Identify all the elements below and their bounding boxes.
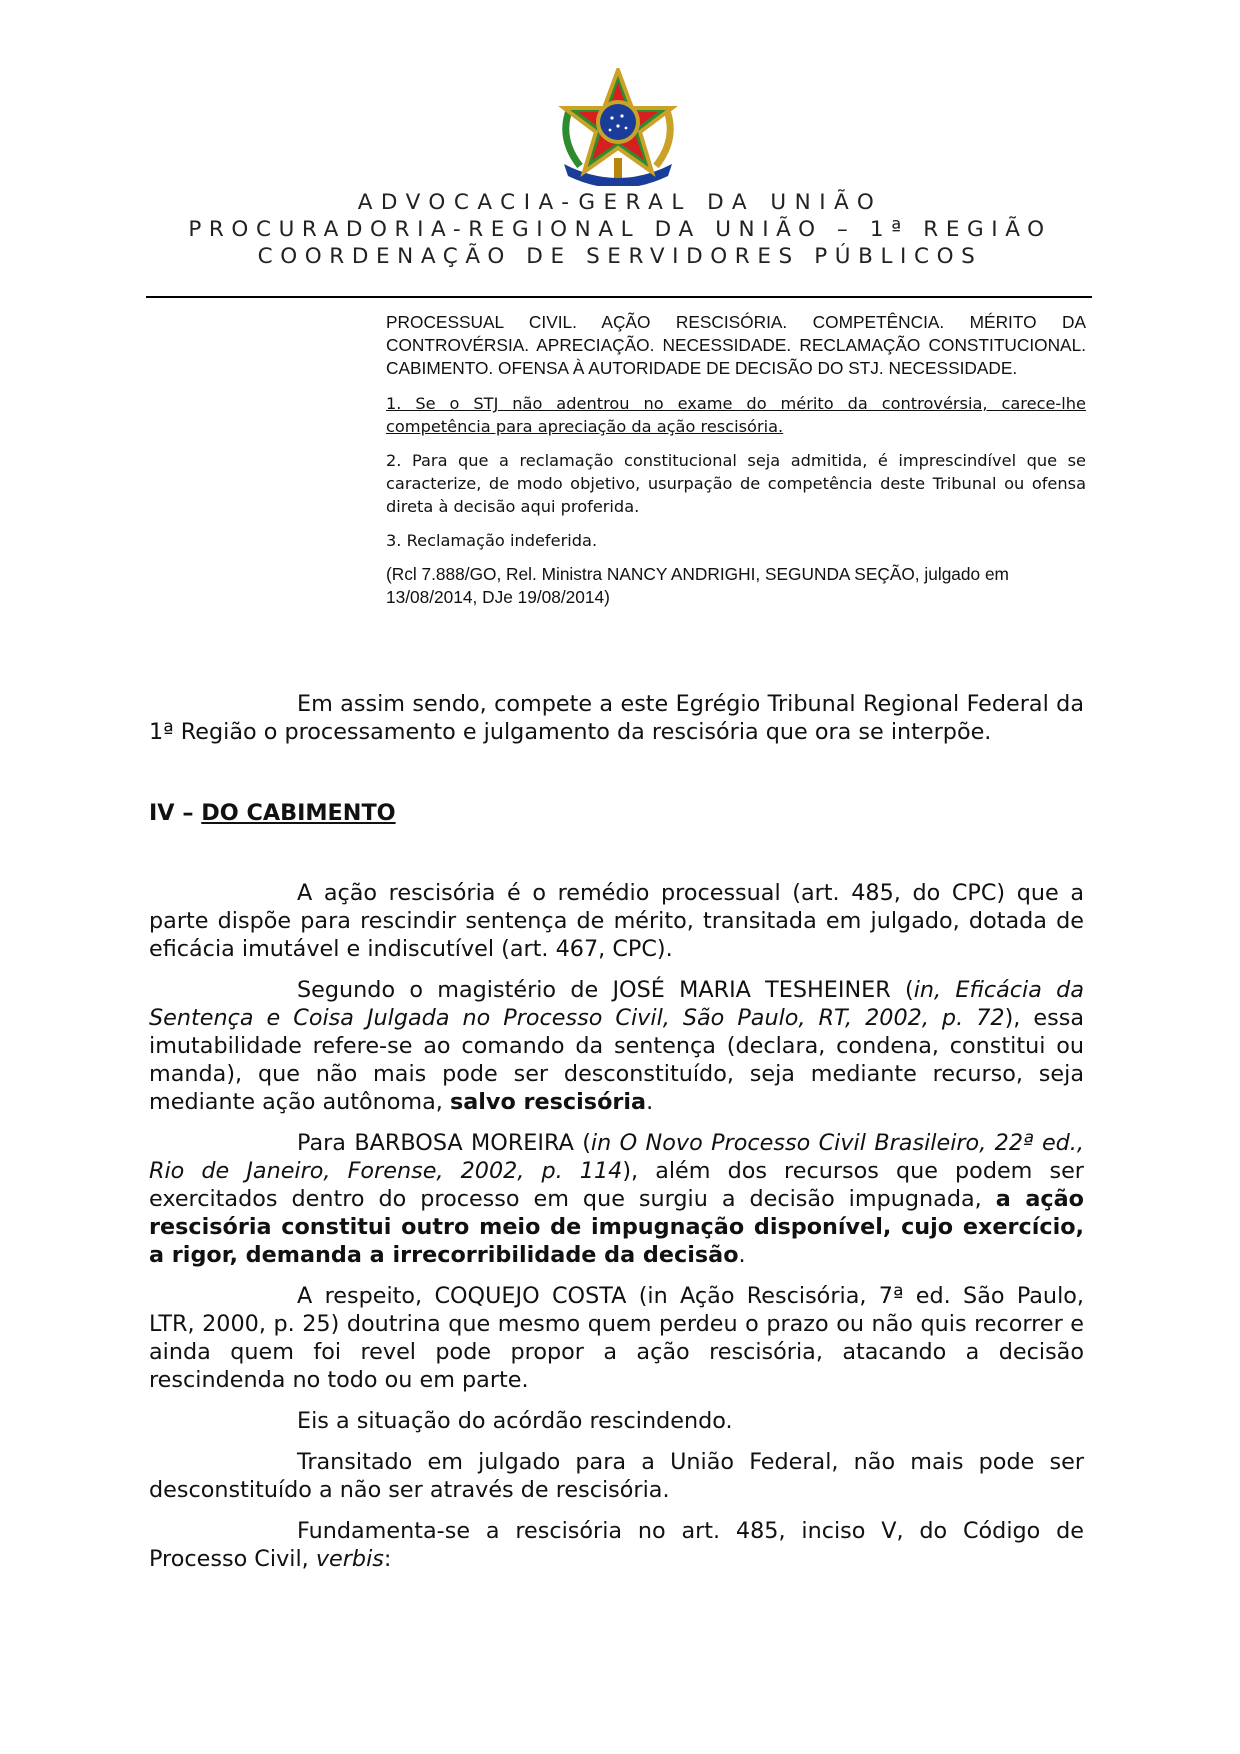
ementa-item-3: 3. Reclamação indeferida. (386, 531, 598, 550)
section-number: IV – (149, 800, 194, 826)
paragraph-4: A respeito, COQUEJO COSTA (in Ação Rescisória, 7ª ed. São Paulo, LTR, 2000, p. 25) doutrina que mesmo quem perdeu o prazo ou não quis recorrer e ainda quem foi revel pode propor a ação rescisória, atacando a decisão rescindenda no todo ou em parte. (149, 1283, 1084, 1393)
section-title: DO CABIMENTO (201, 800, 396, 826)
header-division: COORDENAÇÃO DE SERVIDORES PÚBLICOS (257, 244, 983, 269)
paragraph-3: Para BARBOSA MOREIRA (in O Novo Processo Civil Brasileiro, 22ª ed., Rio de Janeiro, Forense, 2002, p. 114), além dos recursos que podem ser exercitados dentro do processo em que surgiu a decisão impugnada, a ação rescisória constitui outro meio de impugnação disponível, cujo exercício, a rigor, demanda a irrecorribilidade da decisão. (149, 1130, 1084, 1268)
paragraph-5: Eis a situação do acórdão rescindendo. (297, 1408, 733, 1434)
ementa-item-2: 2. Para que a reclamação constitucional seja admitida, é imprescindível que se caracterize, de modo objetivo, usurpação de competência deste Tribunal ou ofensa direta à decisão aqui proferida. (386, 451, 1086, 516)
header-office: PROCURADORIA-REGIONAL DA UNIÃO – 1ª REGIÃO (188, 217, 1052, 242)
brazil-coat-of-arms-icon (550, 68, 686, 186)
section-heading (149, 800, 396, 826)
conclusion-block (149, 690, 1084, 759)
paragraph-1: A ação rescisória é o remédio processual (art. 485, do CPC) que a parte dispõe para rescindir sentença de mérito, transitada em julgado, dotada de eficácia imutável e indiscutível (art. 467, CPC). (149, 880, 1084, 962)
section-body (149, 879, 1084, 1586)
paragraph-7: Fundamenta-se a rescisória no art. 485, inciso V, do Código de Processo Civil, verbis: (149, 1518, 1084, 1572)
jurisprudence-quote (386, 311, 1086, 620)
header-agency: ADVOCACIA-GERAL DA UNIÃO (357, 190, 883, 215)
ementa-caput: PROCESSUAL CIVIL. AÇÃO RESCISÓRIA. COMPETÊNCIA. MÉRITO DA CONTROVÉRSIA. APRECIAÇÃO. NECESSIDADE. RECLAMAÇÃO CONSTITUCIONAL. CABIMENTO. OFENSA À AUTORIDADE DE DECISÃO DO STJ. NECESSIDADE. (386, 312, 1086, 378)
paragraph-2: Segundo o magistério de JOSÉ MARIA TESHEINER (in, Eficácia da Sentença e Coisa Julgada no Processo Civil, São Paulo, RT, 2002, p. 72), essa imutabilidade refere-se ao comando da sentença (declara, condena, constitui ou manda), que não mais pode ser desconstituído, seja mediante recurso, seja mediante ação autônoma, salvo rescisória. (149, 977, 1084, 1115)
paragraph-6: Transitado em julgado para a União Federal, não mais pode ser desconstituído a não ser através de rescisória. (149, 1449, 1084, 1503)
ementa-reference: (Rcl 7.888/GO, Rel. Ministra NANCY ANDRIGHI, SEGUNDA SEÇÃO, julgado em 13/08/2014, DJe 19/08/2014) (386, 564, 1009, 607)
conclusion-paragraph: Em assim sendo, compete a este Egrégio Tribunal Regional Federal da 1ª Região o processamento e julgamento da rescisória que ora se interpõe. (149, 691, 1084, 745)
ementa-item-1: 1. Se o STJ não adentrou no exame do mérito da controvérsia, carece-lhe competência para apreciação da ação rescisória. (386, 394, 1086, 436)
header-divider (146, 296, 1092, 298)
